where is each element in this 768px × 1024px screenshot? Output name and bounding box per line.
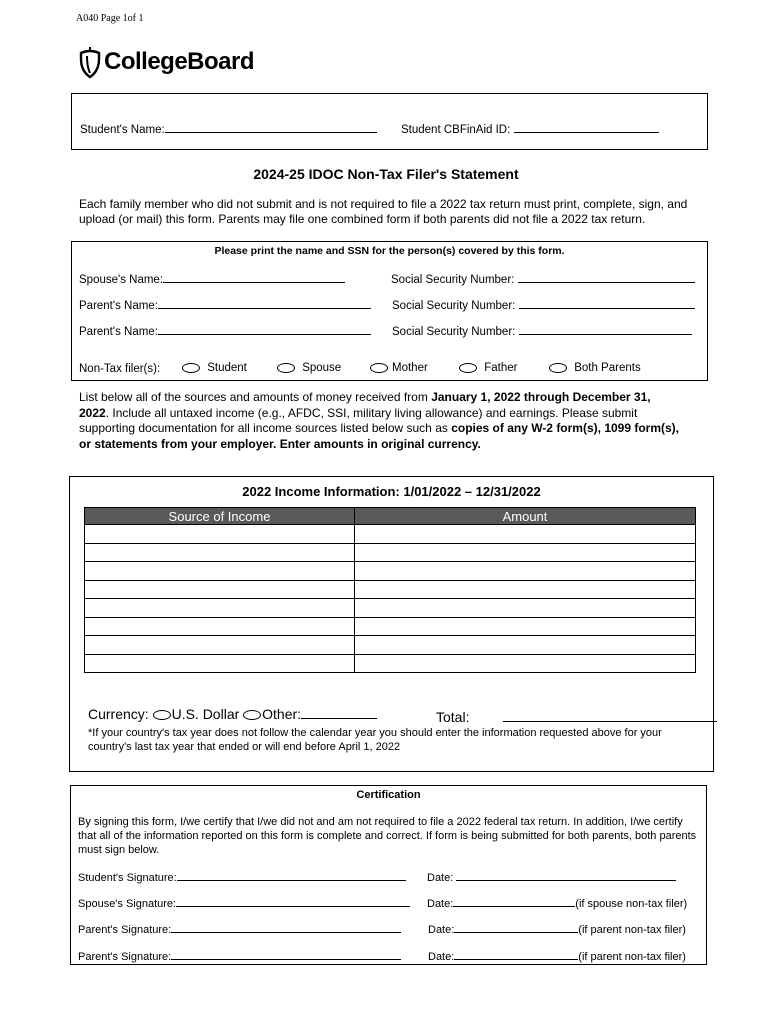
- parent2-note: (if parent non-tax filer): [578, 951, 686, 963]
- spouse-note: (if spouse non-tax filer): [575, 898, 688, 910]
- amount-cell[interactable]: [355, 562, 696, 581]
- parent2-name-label: Parent's Name:: [79, 326, 158, 338]
- total-field[interactable]: [503, 708, 717, 722]
- spouse-date-field[interactable]: [453, 895, 575, 907]
- parent2-signature-field[interactable]: [171, 948, 401, 960]
- currency-row: [88, 705, 377, 722]
- amount-cell[interactable]: [355, 580, 696, 599]
- parent2-date-label: Date:: [428, 951, 455, 963]
- col-source-of-income: Source of Income: [85, 508, 355, 525]
- parent1-name-field[interactable]: [158, 297, 371, 309]
- total-row: [436, 708, 717, 725]
- parent1-date-label: Date:: [428, 924, 455, 936]
- filer-option-mother[interactable]: Mother: [370, 362, 428, 374]
- parent2-date-field[interactable]: [454, 948, 578, 960]
- form-title: 2024-25 IDOC Non-Tax Filer's Statement: [253, 166, 519, 182]
- amount-cell[interactable]: [355, 636, 696, 655]
- table-row: [85, 599, 696, 618]
- student-date-label: Date:: [427, 872, 454, 884]
- certification-heading: Certification: [356, 789, 421, 801]
- radio-other-currency[interactable]: [243, 710, 261, 720]
- student-id-label: Student CBFinAid ID:: [401, 124, 511, 136]
- persons-heading: Please print the name and SSN for the person(s) covered by this form.: [214, 245, 565, 257]
- table-row: [85, 562, 696, 581]
- spouse-signature-label: Spouse's Signature:: [78, 898, 177, 910]
- non-tax-filer-row: [79, 363, 160, 375]
- student-info-box: [71, 93, 708, 150]
- non-tax-filer-label: Non-Tax filer(s):: [79, 363, 161, 375]
- radio-usd[interactable]: [153, 710, 171, 720]
- spouse-ssn-field[interactable]: [518, 271, 695, 283]
- student-name-field[interactable]: [165, 121, 377, 133]
- parent1-signature-label: Parent's Signature:: [78, 924, 172, 936]
- table-row: [85, 654, 696, 673]
- tax-year-note: *If your country's tax year does not follow the calendar year you should enter the information requested above for your country's last tax year that ended or will end before April 1, 2022: [88, 727, 662, 753]
- source-cell[interactable]: [85, 543, 355, 562]
- amount-cell[interactable]: [355, 617, 696, 636]
- parent1-signature-field[interactable]: [171, 921, 401, 933]
- parent2-signature-label: Parent's Signature:: [78, 951, 172, 963]
- income-table: [84, 507, 696, 673]
- currency-label: Currency:: [88, 706, 149, 722]
- amount-cell[interactable]: [355, 543, 696, 562]
- table-row: [85, 617, 696, 636]
- parent1-name-label: Parent's Name:: [79, 300, 158, 312]
- logo-text: CollegeBoard: [104, 48, 255, 75]
- source-cell[interactable]: [85, 580, 355, 599]
- source-cell[interactable]: [85, 617, 355, 636]
- parent1-date-field[interactable]: [454, 921, 578, 933]
- parent1-note: (if parent non-tax filer): [578, 924, 686, 936]
- student-name-label: Student's Name:: [80, 124, 165, 136]
- filer-option-student[interactable]: Student: [182, 362, 247, 374]
- intro-paragraph: Each family member who did not submit and is not required to file a 2022 tax return must print, complete, sign, and upload (or mail) this form. Parents may file one combined form if both parents did not file a 2022 tax return.: [79, 197, 688, 226]
- table-row: [85, 525, 696, 544]
- acorn-icon: [78, 45, 102, 79]
- currency-usd-label: U.S. Dollar: [171, 706, 240, 722]
- col-amount: Amount: [355, 508, 696, 525]
- collegeboard-logo: [78, 44, 254, 80]
- source-cell[interactable]: [85, 562, 355, 581]
- spouse-name-label: Spouse's Name:: [79, 274, 164, 286]
- student-date-field[interactable]: [456, 869, 676, 881]
- filer-option-father[interactable]: Father: [459, 362, 517, 374]
- filer-option-both-parents[interactable]: Both Parents: [549, 362, 641, 374]
- spouse-signature-field[interactable]: [176, 895, 410, 907]
- source-cell[interactable]: [85, 654, 355, 673]
- parent2-ssn-label: Social Security Number:: [392, 326, 516, 338]
- income-instructions: List below all of the sources and amounts of money received from January 1, 2022 through December 31, 2022. Include all untaxed income (e.g., AFDC, SSI, military living allowance) and earnings. Please submit supporting documentation for all income sources listed below such as copies of any W-2 form(s), 1099 form(s), or statements from your employer. Enter amounts in original currency.: [79, 390, 680, 451]
- income-table-header: [85, 508, 696, 525]
- table-row: [85, 543, 696, 562]
- table-row: [85, 636, 696, 655]
- amount-cell[interactable]: [355, 525, 696, 544]
- radio-spouse[interactable]: [277, 363, 295, 373]
- other-currency-field[interactable]: [301, 705, 377, 719]
- source-cell[interactable]: [85, 525, 355, 544]
- source-cell[interactable]: [85, 636, 355, 655]
- persons-box: [71, 241, 708, 381]
- radio-mother[interactable]: [370, 363, 388, 373]
- radio-student[interactable]: [182, 363, 200, 373]
- spouse-ssn-label: Social Security Number:: [391, 274, 515, 286]
- table-row: [85, 580, 696, 599]
- parent2-ssn-field[interactable]: [519, 323, 692, 335]
- radio-father[interactable]: [459, 363, 477, 373]
- radio-both-parents[interactable]: [549, 363, 567, 373]
- certification-box: [70, 785, 707, 965]
- student-signature-label: Student's Signature:: [78, 872, 177, 884]
- student-id-field[interactable]: [514, 121, 659, 133]
- currency-other-label: Other:: [262, 706, 302, 722]
- spouse-name-field[interactable]: [163, 271, 345, 283]
- parent1-ssn-label: Social Security Number:: [392, 300, 516, 312]
- amount-cell[interactable]: [355, 654, 696, 673]
- amount-cell[interactable]: [355, 599, 696, 618]
- spouse-date-label: Date:: [427, 898, 454, 910]
- income-title: 2022 Income Information: 1/01/2022 – 12/31/2022: [242, 484, 541, 499]
- page-header: A040 Page 1of 1: [76, 13, 144, 24]
- certification-text: By signing this form, I/we certify that I/we did not and am not required to file a 2022 federal tax return. In addition, I/we certify that all of the information reported on this form is complete and correct. If form is being submitted for both parents, both parents must sign below.: [78, 816, 697, 856]
- parent2-name-field[interactable]: [158, 323, 371, 335]
- parent1-ssn-field[interactable]: [519, 297, 695, 309]
- student-signature-field[interactable]: [177, 869, 406, 881]
- source-cell[interactable]: [85, 599, 355, 618]
- filer-option-spouse[interactable]: Spouse: [277, 362, 341, 374]
- total-label: Total:: [436, 709, 470, 725]
